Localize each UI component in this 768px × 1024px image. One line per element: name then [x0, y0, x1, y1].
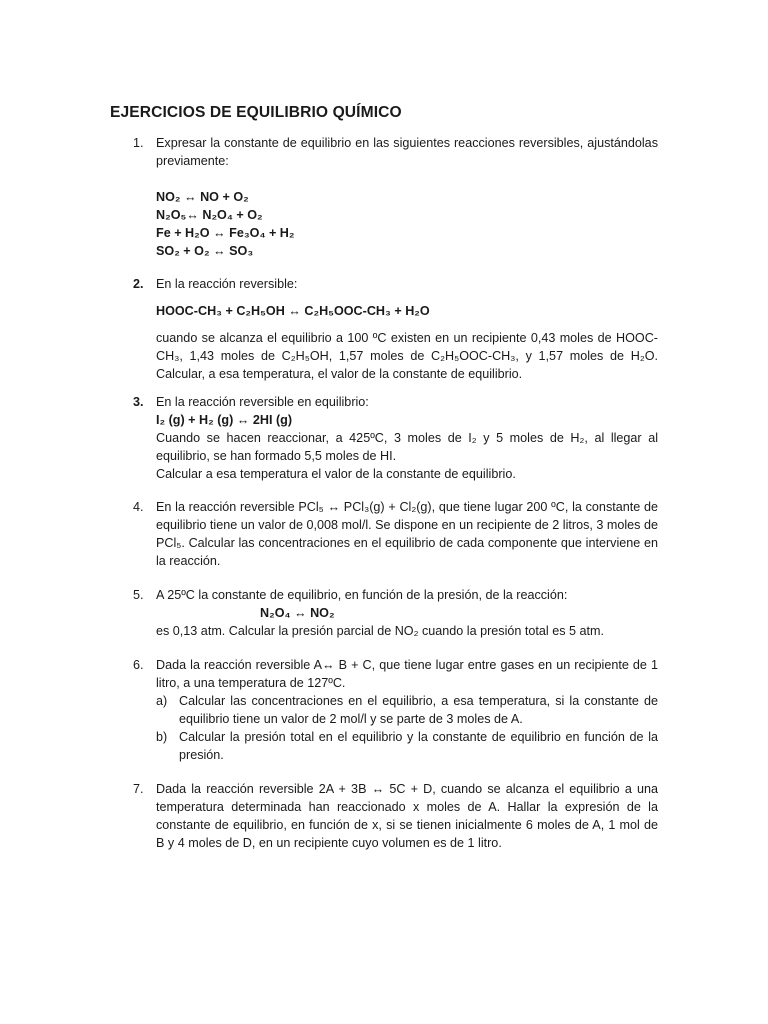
exercise-text: Expresar la constante de equilibrio en las siguientes reacciones reversibles, ajustándolas previamente: [156, 136, 658, 168]
exercise-intro: En la reacción reversible en equilibrio: [156, 395, 369, 409]
exercise-body [156, 134, 658, 260]
sub-question-text: Calcular las concentraciones en el equilibrio, a esa temperatura, si la constante de equilibrio tiene un valor de 2 mol/l y se parte de 3 moles de A. [179, 694, 658, 726]
exercise-number: 3. [133, 395, 144, 409]
exercise-text: A 25ºC la constante de equilibrio, en función de la presión, de la reacción: [156, 588, 568, 602]
equation: N₂O₅↔ N₂O₄ + O₂ [156, 208, 263, 222]
document-title: EJERCICIOS DE EQUILIBRIO QUÍMICO [110, 104, 402, 121]
exercise-body [156, 586, 658, 640]
exercise-text: Dada la reacción reversible A↔ B + C, que tiene lugar entre gases en un recipiente de 1 litro, a una temperatura de 127ºC. [156, 658, 658, 690]
sub-question-label: b) [156, 730, 168, 744]
exercise-body [156, 656, 658, 764]
equation: Fe + H₂O ↔ Fe₃O₄ + H₂ [156, 226, 295, 240]
equation: I₂ (g) + H₂ (g) ↔ 2HI (g) [156, 413, 293, 427]
exercise-body [156, 498, 658, 570]
sub-question-a [156, 692, 658, 728]
sub-question-label: a) [156, 694, 168, 708]
equation: N₂O₄ ↔ NO₂ [260, 606, 335, 620]
exercise-number: 5. [133, 588, 144, 602]
exercise-body [156, 393, 658, 483]
sub-question-text: Calcular la presión total en el equilibrio y la constante de equilibrio en función de la presión. [179, 730, 658, 762]
exercise-intro: En la reacción reversible: [156, 277, 298, 291]
exercise-number: 2. [133, 277, 144, 291]
exercise-text: En la reacción reversible PCl₅ ↔ PCl₃(g) + Cl₂(g), que tiene lugar 200 ºC, la constante de equilibrio tiene un valor de 0,008 mol/l. Se dispone en un recipiente de 2 litros, 3 moles de PCl₅. Calcular las concentraciones en el equilibrio de cada componente que interviene en la reacción. [156, 500, 658, 568]
exercise-number: 6. [133, 658, 144, 672]
exercise-body [156, 780, 658, 852]
exercise-text: cuando se alcanza el equilibrio a 100 ºC existen en un recipiente 0,43 moles de HOOC-CH₃, 1,43 moles de C₂H₅OH, 1,57 moles de C₂H₅OOC-CH₃, y 1,57 moles de H₂O. Calcular, a esa temperatura, el valor de la constante de equilibrio. [156, 331, 658, 381]
equation: SO₂ + O₂ ↔ SO₃ [156, 244, 254, 258]
exercise-number: 4. [133, 500, 144, 514]
exercise-body [156, 275, 658, 383]
exercise-number: 7. [133, 782, 144, 796]
sub-question-b [156, 728, 658, 764]
equation: NO₂ ↔ NO + O₂ [156, 190, 249, 204]
exercise-number: 1. [133, 136, 144, 150]
exercise-text: Cuando se hacen reaccionar, a 425ºC, 3 moles de I₂ y 5 moles de H₂, al llegar al equilibrio, se han formado 5,5 moles de HI. [156, 431, 658, 463]
exercise-text: Dada la reacción reversible 2A + 3B ↔ 5C + D, cuando se alcanza el equilibrio a una temperatura determinada han reaccionado x moles de A. Hallar la expresión de la constante de equilibrio, en función de x, si se tienen inicialmente 6 moles de A, 1 mol de B y 4 moles de D, en un recipiente cuyo volumen es de 1 litro. [156, 782, 658, 850]
exercise-text-2: Calcular a esa temperatura el valor de la constante de equilibrio. [156, 467, 516, 481]
equation: HOOC-CH₃ + C₂H₅OH ↔ C₂H₅OOC-CH₃ + H₂O [156, 304, 430, 318]
exercise-text-2: es 0,13 atm. Calcular la presión parcial de NO₂ cuando la presión total es 5 atm. [156, 624, 605, 638]
